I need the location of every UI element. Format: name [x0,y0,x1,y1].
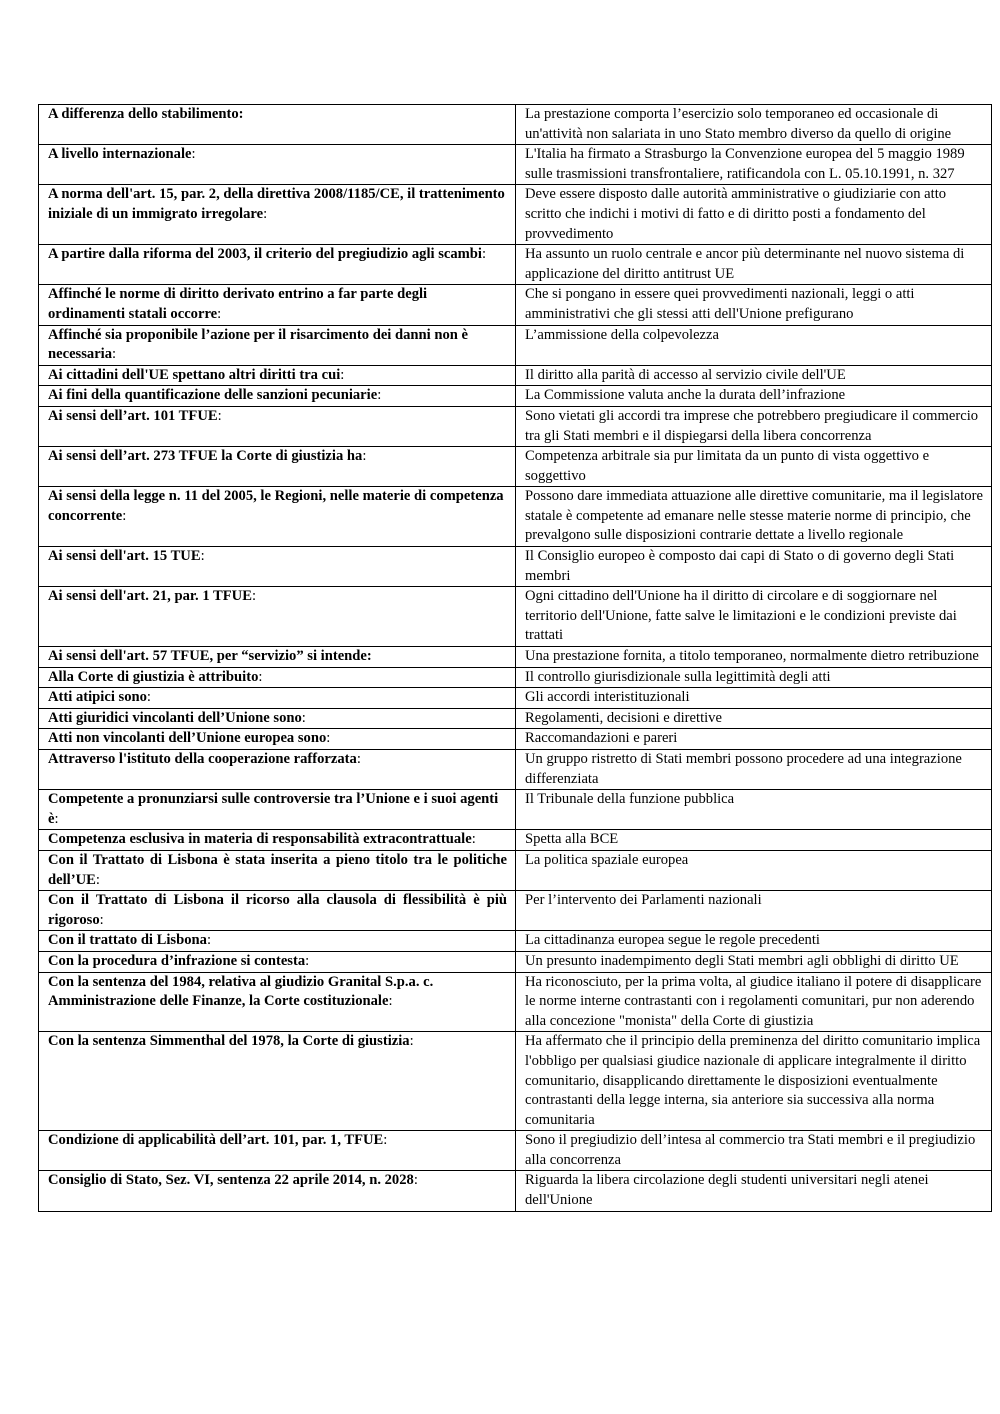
answer-cell: L’ammissione della colpevolezza [516,325,992,365]
question-text: Ai sensi dell’art. 101 TFUE [48,407,218,424]
answer-cell: Regolamenti, decisioni e direttive [516,708,992,729]
table-row [39,587,992,647]
table-row [39,1032,992,1131]
table-row [39,365,992,386]
answer-cell: Ha riconosciuto, per la prima volta, al giudice italiano il potere di disapplicare le norme interne contrastanti con i regolamenti comunitari, pur non aderendo alla concezione "monista" della Corte di giustizia [516,972,992,1032]
question-text: Atti non vincolanti dell’Unione europea sono [48,730,327,747]
answer-cell: Gli accordi interistituzionali [516,688,992,709]
question-cell [39,325,516,365]
question-text: A differenza dello stabilimento: [48,106,244,122]
question-text: Alla Corte di giustizia è attribuito [48,668,259,685]
table-row [39,1171,992,1211]
question-suffix: : [356,751,361,767]
question-suffix: : [217,407,222,424]
table-row [39,891,992,931]
table-row [39,667,992,688]
question-cell [39,688,516,709]
table-row [39,386,992,407]
answer-cell: Spetta alla BCE [516,830,992,851]
question-cell [39,667,516,688]
question-text: Con la sentenza del 1984, relativa al giudizio Granital S.p.a. c. Amministrazione delle Finanze, la Corte costituzionale [48,973,434,1010]
question-text: Consiglio di Stato, Sez. VI, sentenza 22 aprile 2014, n. 2028 [48,1172,414,1189]
question-text: Con il trattato di Lisbona [48,932,207,949]
question-suffix: : [409,1033,414,1050]
question-cell [39,245,516,285]
table-row [39,1131,992,1171]
question-cell [39,951,516,972]
table-row [39,729,992,750]
question-text: Ai sensi dell’art. 273 TFUE la Corte di giustizia ha [48,448,363,465]
answer-cell: Riguarda la libera circolazione degli studenti universitari negli atenei dell'Unione [516,1171,992,1211]
table-row [39,931,992,952]
answer-cell: Il diritto alla parità di accesso al servizio civile dell'UE [516,365,992,386]
table-row [39,145,992,185]
question-suffix: : [326,730,331,747]
question-suffix: : [383,1132,388,1149]
table-row [39,790,992,830]
question-suffix: : [413,1172,418,1189]
question-text: Affinché le norme di diritto derivato entrino a far parte degli ordinamenti statali occorre [48,286,428,322]
question-text: Ai sensi dell'art. 21, par. 1 TFUE [48,588,252,605]
question-text: Competenza esclusiva in materia di responsabilità extracontrattuale [48,831,472,848]
table-row [39,487,992,547]
question-text: Ai cittadini dell'UE spettano altri diritti tra cui [48,366,341,383]
question-suffix: : [146,689,151,706]
answer-cell: Un presunto inadempimento degli Stati membri agli obblighi di diritto UE [516,951,992,972]
question-cell [39,285,516,325]
question-suffix: : [206,932,211,949]
question-suffix: : [340,366,345,383]
question-text: Atti atipici sono [48,689,147,706]
question-cell [39,447,516,487]
question-text: Condizione di applicabilità dell’art. 101, par. 1, TFUE [48,1132,384,1149]
answer-cell: Competenza arbitrale sia pur limitata da un punto di vista oggettivo e soggettivo [516,447,992,487]
qa-table [38,104,992,1212]
question-text: Affinché sia proponibile l’azione per il risarcimento dei danni non è necessaria [48,326,468,363]
question-suffix: : [305,952,310,969]
question-text: Ai fini della quantificazione delle sanzioni pecuniarie [48,387,378,404]
table-row [39,750,992,790]
answer-cell: Per l’intervento dei Parlamenti nazionali [516,891,992,931]
question-text: A partire dalla riforma del 2003, il criterio del pregiudizio agli scambi [48,246,482,263]
question-cell [39,1171,516,1211]
table-row [39,245,992,285]
question-suffix: : [99,911,104,928]
question-suffix: : [251,588,256,605]
answer-cell: L'Italia ha firmato a Strasburgo la Convenzione europea del 5 maggio 1989 sulle trasmissioni transfrontaliere, ratificandola con L. 05.10.1991, n. 327 [516,145,992,185]
answer-cell: Un gruppo ristretto di Stati membri possono procedere ad una integrazione differenziata [516,750,992,790]
answer-cell: Il controllo giurisdizionale sulla legittimità degli atti [516,667,992,688]
answer-cell: La prestazione comporta l’esercizio solo temporaneo ed occasionale di un'attività non salariata in uno Stato membro diverso da quello di origine [516,105,992,145]
question-cell [39,647,516,668]
answer-cell: Deve essere disposto dalle autorità amministrative o giudiziarie con atto scritto che indichi i motivi di fatto e di diritto posti a fondamento del provvedimento [516,185,992,245]
question-cell [39,547,516,587]
question-cell [39,386,516,407]
question-cell [39,1032,516,1131]
question-cell [39,145,516,185]
question-cell [39,931,516,952]
question-text: Attraverso l'istituto della cooperazione rafforzata [48,751,357,767]
question-suffix: : [481,246,487,263]
table-row [39,105,992,145]
table-row [39,850,992,890]
question-cell [39,750,516,790]
table-row [39,647,992,668]
table-row [39,972,992,1032]
answer-cell: Possono dare immediata attuazione alle direttive comunitarie, ma il legislatore statale è competente ad emanare nelle stesse materie norme di principio, che prevalgono sulle disposizioni contrarie dettate a livello regionale [516,487,992,547]
question-cell [39,790,516,830]
answer-cell: Il Tribunale della funzione pubblica [516,790,992,830]
answer-cell: Sono il pregiudizio dell’intesa al commercio tra Stati membri e il pregiudizio alla concorrenza [516,1131,992,1171]
question-cell [39,850,516,890]
question-suffix: : [95,871,100,888]
question-text: A livello internazionale [48,146,192,163]
answer-cell: Sono vietati gli accordi tra imprese che potrebbero pregiudicare il commercio tra gli Stati membri e il dispiegarsi della libera concorrenza [516,406,992,446]
table-row [39,447,992,487]
answer-cell: La politica spaziale europea [516,850,992,890]
question-cell [39,708,516,729]
question-suffix: : [263,205,268,222]
question-text: Atti giuridici vincolanti dell’Unione sono [48,709,302,726]
table-row [39,708,992,729]
table-row [39,185,992,245]
question-suffix: : [377,387,382,404]
table-row [39,688,992,709]
question-text: Con il Trattato di Lisbona il ricorso alla clausola di flessibilità è più rigoroso [48,892,507,928]
question-cell [39,587,516,647]
question-cell [39,891,516,931]
question-text: Con la sentenza Simmenthal del 1978, la Corte di giustizia [48,1033,410,1050]
table-row [39,951,992,972]
question-suffix: : [388,993,393,1010]
answer-cell: Ha affermato che il principio della preminenza del diritto comunitario implica l'obbligo per qualsiasi giudice nazionale di applicare integralmente il diritto comunitario, disapplicando direttamente le disposizioni eventualmente contrastanti della legge interna, sia anteriore sia successiva alla norma comunitaria [516,1032,992,1131]
question-suffix: : [258,668,263,685]
question-suffix: : [54,810,59,827]
question-text: Con il Trattato di Lisbona è stata inserita a pieno titolo tra le politiche dell’UE [48,851,507,888]
table-row [39,325,992,365]
question-cell [39,830,516,851]
answer-cell: Il Consiglio europeo è composto dai capi di Stato o di governo degli Stati membri [516,547,992,587]
qa-table-body [39,105,992,1212]
question-cell [39,1131,516,1171]
question-suffix: : [301,709,306,726]
answer-cell: Una prestazione fornita, a titolo temporaneo, normalmente dietro retribuzione [516,647,992,668]
question-text: A norma dell'art. 15, par. 2, della direttiva 2008/1185/CE, il trattenimento iniziale di un immigrato irregolare [48,186,505,222]
question-cell [39,406,516,446]
answer-cell: Ha assunto un ruolo centrale e ancor più determinante nel nuovo sistema di applicazione del diritto antitrust UE [516,245,992,285]
answer-cell: Raccomandazioni e pareri [516,729,992,750]
question-suffix: : [217,305,222,322]
question-cell [39,185,516,245]
question-cell [39,105,516,145]
answer-cell: La Commissione valuta anche la durata dell’infrazione [516,386,992,407]
table-row [39,830,992,851]
question-cell [39,487,516,547]
answer-cell: Ogni cittadino dell'Unione ha il diritto di circolare e di soggiornare nel territorio dell'Unione, fatte salve le limitazioni e le condizioni previste dai trattati [516,587,992,647]
answer-cell: Che si pongano in essere quei provvedimenti nazionali, leggi o atti amministrativi che gli stessi atti dell'Unione prefigurano [516,285,992,325]
question-text: Ai sensi della legge n. 11 del 2005, le Regioni, nelle materie di competenza concorrente [48,488,504,524]
question-suffix: : [362,448,367,465]
question-text: Ai sensi dell'art. 57 TFUE, per “servizio” si intende: [48,648,372,665]
table-row [39,285,992,325]
question-suffix: : [191,146,196,163]
answer-cell: La cittadinanza europea segue le regole precedenti [516,931,992,952]
question-cell [39,365,516,386]
question-text: Con la procedura d’infrazione si contesta [48,952,306,969]
table-row [39,547,992,587]
question-suffix: : [112,346,117,363]
question-cell [39,729,516,750]
table-row [39,406,992,446]
question-cell [39,972,516,1032]
question-suffix: : [200,548,205,565]
question-suffix: : [471,831,476,848]
question-text: Competente a pronunziarsi sulle controversie tra l’Unione e i suoi agenti è [48,791,499,827]
question-suffix: : [122,507,127,524]
question-text: Ai sensi dell'art. 15 TUE [48,548,201,565]
